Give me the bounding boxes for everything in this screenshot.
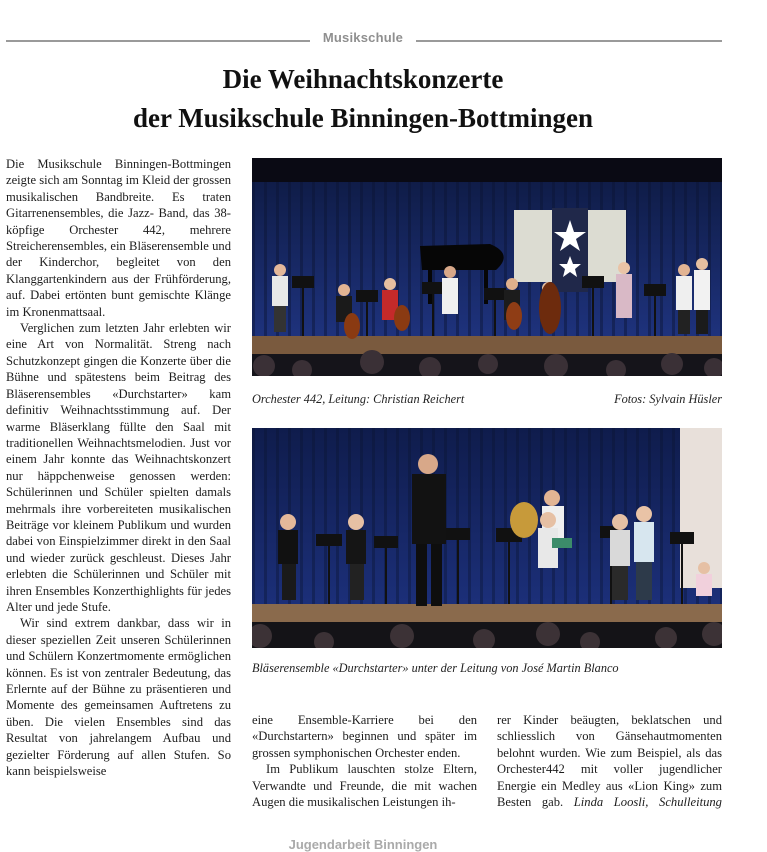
caption-orchestra: Orchester 442, Leitung: Christian Reichert	[252, 392, 465, 406]
article-column-right	[497, 712, 722, 810]
article-paragraph-4: eine Ensemble-Karriere bei den «Durchstartern» beginnen und später im grossen symphonischen Orchester enden.	[252, 713, 477, 760]
author-signature: Linda Loosli, Schulleitung	[573, 795, 722, 810]
headline-line-1: Die Weihnachtskonzerte	[222, 64, 504, 94]
section-label-text: Musikschule	[318, 30, 408, 45]
caption-wind-ensemble: Bläserensemble «Durchstarter» unter der Leitung von José Martin Blanco	[252, 661, 619, 675]
footer-section-label: Jugendarbeit Binningen	[288, 837, 438, 852]
photo-credit: Fotos: Sylvain Hüsler	[614, 392, 722, 406]
article-column-left	[6, 156, 231, 779]
headline	[0, 60, 726, 138]
headline-line-2: der Musikschule Binningen-Bottmingen	[132, 103, 594, 133]
article-paragraph-2: Verglichen zum letzten Jahr erlebten wir eine Art von Normalität. Streng nach Schutzkonzept gingen die Konzerte über die Bühne und spätestens beim Beitrag des Bläserensembles «Durchstarter» kam definitiv Weihnachtsstimmung auf. Der warme Bläserklang füllte den Saal mit traditionellen Weihnachtsmelodien. Just vor einem Jahr konnte das Weihnachtskonzert nur häppchenweise genossen werden: Schülerinnen und Schüler spielten damals mehrmals ihre vorbereiteten musikalischen Beiträge vor kleinem Publikum und wurden dabei von Einspielzimmer direkt in den Saal und wieder zurück geschleust. Dieses Jahr erlebten die Schülerinnen und Schüler mit ihren Ensembles Konzerthighlights für jedes Alter und jede Stufe.	[6, 321, 231, 614]
article-paragraph-3: Wir sind extrem dankbar, dass wir in dieser speziellen Zeit unseren Schülerinnen und Schülern Konzertmomente ermöglichen können. Es ist von zentraler Bedeutung, das Erlernte auf der Bühne zu präsentieren und Momente des gemeinsamen Auftretens zu üben. Die vielen Ensembles sind das Resultat von jahrelangem Aufbau und gezielter Förderung auf allen Stufen. So kann beispielsweise	[6, 616, 231, 779]
article-paragraph-6	[497, 712, 722, 810]
photo-wind-ensemble	[252, 428, 722, 648]
article-paragraph-5: Im Publikum lauschten stolze Eltern, Verwandte und Freunde, die mit wachen Augen die musikalischen Leistungen ih-	[252, 762, 477, 810]
article-paragraph-6-text: rer Kinder beäugten, beklatschen und schliesslich von Gänsehautmomenten belohnt wurden. Wie zum Beispiel, als das Orchester442 mit voller jugendlicher Energie ein Medley aus «Lion King» zum Besten gab.	[497, 713, 722, 810]
photo-orchestra	[252, 158, 722, 376]
article-paragraph-1: Die Musikschule Binningen-Bottmingen zeigte sich am Sonntag im Kleid der grossen musikalischen Bandbreite. Es traten Gitarrenensembles, die Jazz- Band, das 38-köpfige Orchester 442, mehrere Streicherensembles, ein Bläserensemble und der Kinderchor, begleitet von den Klanggartenkindern aus der Frühförderung, auf. Dabei ertönten bunt gemischte Klänge im Kronenmattsaal.	[6, 157, 231, 319]
section-label	[0, 30, 726, 45]
article-column-middle	[252, 712, 477, 810]
